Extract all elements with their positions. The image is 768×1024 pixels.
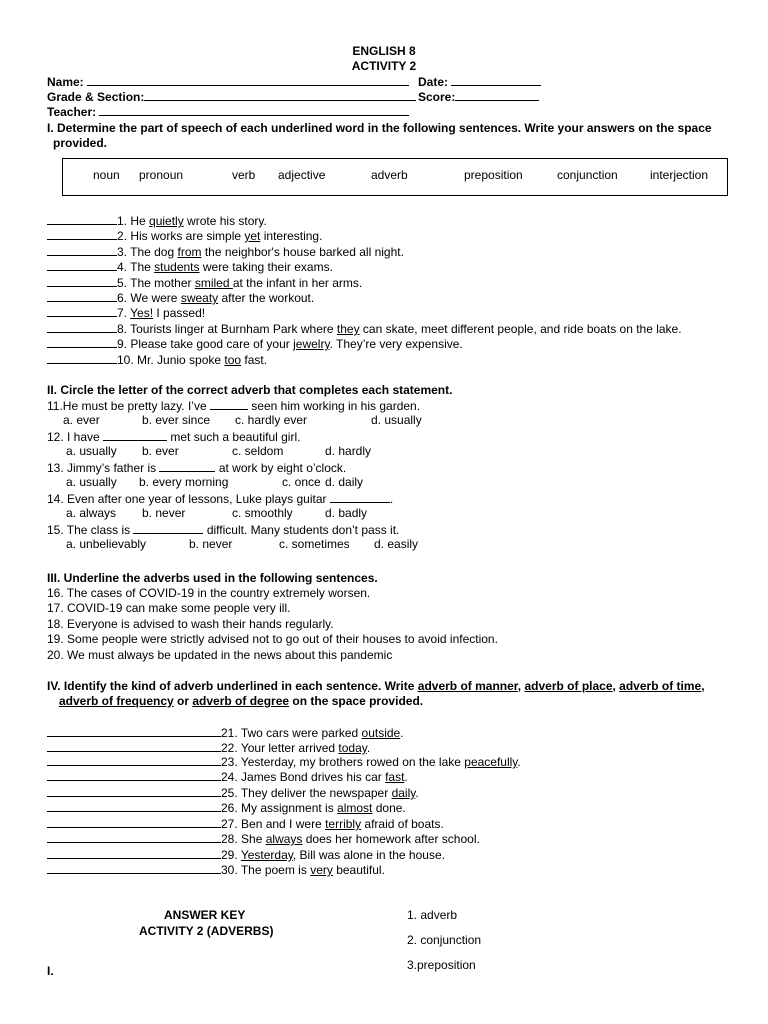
item-text: were taking their exams.	[199, 260, 333, 274]
answer-option[interactable]: b. ever since	[142, 413, 211, 427]
item-number: 25.	[221, 786, 241, 800]
answer-blank[interactable]	[47, 800, 221, 812]
item-text: My assignment is	[241, 801, 338, 815]
underlined-word: from	[177, 245, 202, 259]
stem-blank[interactable]	[103, 429, 167, 441]
answer-blank[interactable]	[47, 847, 221, 859]
question-stem	[47, 429, 300, 444]
stem-blank[interactable]	[210, 398, 248, 410]
item-text: Two cars were parked	[240, 726, 362, 740]
item-text: interesting.	[260, 229, 323, 243]
answer-item: 3.preposition	[407, 958, 476, 972]
word-bank-item: adverb	[371, 168, 408, 182]
item-text: He	[130, 214, 150, 228]
answer-option[interactable]: c. smoothly	[232, 506, 293, 520]
part4-item	[47, 816, 444, 831]
underlined-word: they	[336, 322, 360, 336]
part1-item	[47, 244, 404, 259]
item-number: 5.	[117, 276, 131, 290]
item-text: She	[241, 832, 266, 846]
item-text: The	[130, 260, 155, 274]
stem-text: at work by eight o’clock.	[215, 461, 347, 475]
part3-sentence: 16. The cases of COVID-19 in the country extremely worsen.	[47, 586, 371, 600]
answer-item: 2. conjunction	[407, 933, 482, 947]
answer-option[interactable]: d. easily	[374, 537, 419, 551]
kind-degree: adverb of degree	[192, 694, 290, 708]
item-number: 6.	[117, 291, 131, 305]
answer-option[interactable]: c. sometimes	[279, 537, 350, 551]
part1-item	[47, 275, 362, 290]
stem-text: 13. Jimmy’s father is	[47, 461, 160, 475]
item-text: .	[366, 741, 371, 755]
part3-sentence: 19. Some people were strictly advised not to go out of their houses to avoid infection.	[47, 632, 498, 646]
underlined-word: smiled	[194, 276, 233, 290]
word-bank-item: preposition	[464, 168, 523, 182]
score-label: Score:	[418, 90, 456, 104]
answer-blank[interactable]	[47, 259, 117, 271]
answer-blank[interactable]	[47, 321, 117, 333]
answer-option[interactable]: d. daily	[325, 475, 364, 489]
answer-blank[interactable]	[47, 228, 117, 240]
stem-text: difficult. Many students don’t pass it.	[203, 523, 400, 537]
part4-item	[47, 847, 445, 862]
grade-label: Grade & Section:	[47, 90, 145, 104]
kind-manner: adverb of manner	[417, 679, 518, 693]
part4-item	[47, 740, 370, 755]
grade-blank[interactable]	[144, 89, 416, 101]
name-label: Name:	[47, 75, 84, 89]
underlined-adverb: today	[338, 741, 367, 755]
answer-option[interactable]: a. unbelievably	[66, 537, 147, 551]
item-number: 4.	[117, 260, 131, 274]
stem-text: met such a beautiful girl.	[167, 430, 301, 444]
item-text: We were	[130, 291, 181, 305]
date-blank[interactable]	[451, 74, 541, 86]
item-text: The mother	[130, 276, 195, 290]
item-text: after the workout.	[218, 291, 315, 305]
answer-blank[interactable]	[47, 725, 221, 737]
item-text: can skate, meet different people, and ride boats on the lake.	[359, 322, 682, 336]
part3-sentence: 17. COVID-19 can make some people very ill.	[47, 601, 291, 615]
question-stem	[47, 522, 399, 537]
question-stem	[47, 491, 393, 506]
underlined-word: Yes!	[130, 306, 154, 320]
item-text: Your letter arrived	[240, 741, 339, 755]
item-text: .	[415, 786, 419, 800]
underlined-adverb: daily	[391, 786, 416, 800]
part1-instruction: I. Determine the part of speech of each underlined word in the following sentences. Write your answers on the space	[47, 121, 712, 135]
item-number: 2.	[117, 229, 131, 243]
item-number: 23.	[221, 755, 241, 769]
answer-key-title: ANSWER KEY	[164, 908, 246, 922]
stem-text: .	[389, 492, 394, 506]
item-number: 8.	[117, 322, 131, 336]
answer-item: 1. adverb	[407, 908, 458, 922]
underlined-adverb: outside	[361, 726, 401, 740]
answer-key-section: I.	[47, 964, 54, 978]
item-number: 22.	[221, 741, 241, 755]
item-text: beautiful.	[332, 863, 385, 877]
stem-text: 11.He must be pretty lazy. I’ve	[47, 399, 210, 413]
item-text: Please take good care of your	[130, 337, 294, 351]
item-text: Yesterday, my brothers rowed on the lake	[240, 755, 465, 769]
part4-item	[47, 862, 385, 877]
item-text: wrote his story.	[183, 214, 267, 228]
underlined-adverb: always	[265, 832, 303, 846]
stem-blank[interactable]	[133, 522, 203, 534]
teacher-blank[interactable]	[99, 104, 409, 116]
part4-item	[47, 785, 419, 800]
item-text: at the infant in her arms.	[232, 276, 363, 290]
date-row	[418, 74, 541, 89]
word-bank-item: interjection	[650, 168, 709, 182]
kind-place: adverb of place	[524, 679, 613, 693]
item-text: Tourists linger at Burnham Park where	[130, 322, 337, 336]
item-number: 7.	[117, 306, 131, 320]
date-label: Date:	[418, 75, 449, 89]
stem-text: 15. The class is	[47, 523, 134, 537]
item-number: 9.	[117, 337, 131, 351]
underlined-word: too	[224, 353, 242, 367]
answer-option[interactable]: c. seldom	[232, 444, 284, 458]
underlined-adverb: almost	[337, 801, 373, 815]
answer-blank[interactable]	[47, 244, 117, 256]
underlined-word: sweaty	[180, 291, 219, 305]
answer-option[interactable]: a. ever	[63, 413, 100, 427]
part4-instruction-cont: adverb of frequency or adverb of degree on the space provided.	[59, 694, 424, 708]
item-text: The poem is	[240, 863, 311, 877]
answer-blank[interactable]	[47, 290, 117, 302]
part1-item	[47, 290, 314, 305]
item-number: 29.	[221, 848, 241, 862]
item-text: James Bond drives his car	[241, 770, 386, 784]
word-bank-item: conjunction	[557, 168, 618, 182]
item-text: .	[404, 770, 408, 784]
answer-option[interactable]: d. usually	[371, 413, 422, 427]
answer-option[interactable]: d. badly	[325, 506, 368, 520]
item-text: .	[400, 726, 404, 740]
item-number: 27.	[221, 817, 242, 831]
part3-instruction: III. Underline the adverbs used in the following sentences.	[47, 571, 378, 585]
underlined-word: jewelry	[293, 337, 330, 351]
answer-option[interactable]: b. ever	[142, 444, 179, 458]
teacher-row	[47, 104, 409, 119]
answer-option[interactable]: d. hardly	[325, 444, 372, 458]
item-number: 24.	[221, 770, 242, 784]
part1-item	[47, 228, 322, 243]
answer-blank[interactable]	[47, 336, 117, 348]
answer-blank[interactable]	[47, 213, 117, 225]
part1-instruction-cont: provided.	[53, 136, 108, 150]
answer-blank[interactable]	[47, 305, 117, 317]
stem-text: 12. I have	[47, 430, 104, 444]
stem-text: seen him working in his garden.	[247, 399, 421, 413]
item-text: His works are simple	[130, 229, 245, 243]
answer-blank[interactable]	[47, 740, 221, 752]
item-text: fast.	[241, 353, 268, 367]
part4-instruction: IV. Identify the kind of adverb underlined in each sentence. Write adverb of manner, adverb of place, adverb of time,	[47, 679, 705, 693]
word-bank-item: verb	[232, 168, 256, 182]
answer-option[interactable]: c. once	[282, 475, 321, 489]
part1-item	[47, 213, 267, 228]
stem-blank[interactable]	[159, 460, 215, 472]
part4-item	[47, 831, 480, 846]
underlined-adverb: Yesterday	[240, 848, 293, 862]
kind-frequency: adverb of frequency	[59, 694, 174, 708]
part1-item	[47, 259, 333, 274]
teacher-label: Teacher:	[47, 105, 97, 119]
item-number: 3.	[117, 245, 131, 259]
word-bank-item: pronoun	[139, 168, 184, 182]
answer-key-subtitle: ACTIVITY 2 (ADVERBS)	[139, 924, 274, 938]
underlined-adverb: fast	[385, 770, 405, 784]
item-number: 1.	[117, 214, 131, 228]
score-row	[418, 89, 539, 104]
part1-item	[47, 352, 267, 367]
answer-option[interactable]: a. always	[66, 506, 117, 520]
item-text: I passed!	[153, 306, 206, 320]
stem-blank[interactable]	[330, 491, 390, 503]
answer-blank[interactable]	[47, 275, 117, 287]
answer-option[interactable]: a. usually	[66, 444, 117, 458]
subject-title: ENGLISH 8	[352, 44, 416, 58]
part4-item	[47, 800, 406, 815]
part3-sentence: 20. We must always be updated in the news about this pandemic	[47, 648, 393, 662]
part1-item	[47, 321, 682, 336]
question-stem	[47, 460, 346, 475]
part4-item	[47, 769, 408, 784]
answer-option[interactable]: c. hardly ever	[235, 413, 308, 427]
item-text: The dog	[130, 245, 178, 259]
part1-item	[47, 336, 463, 351]
score-blank[interactable]	[455, 89, 539, 101]
item-text: , Bill was alone in the house.	[292, 848, 445, 862]
word-bank-item: adjective	[278, 168, 326, 182]
answer-option[interactable]: b. never	[189, 537, 233, 551]
name-row	[47, 74, 409, 89]
part2-instruction: II. Circle the letter of the correct adverb that completes each statement.	[47, 383, 453, 397]
answer-blank[interactable]	[47, 352, 117, 364]
underlined-word: quietly	[149, 214, 184, 228]
item-number: 28.	[221, 832, 242, 846]
item-text: . They’re very expensive.	[329, 337, 463, 351]
item-number: 10.	[117, 353, 138, 367]
part4-item	[47, 725, 404, 740]
item-number: 26.	[221, 801, 242, 815]
item-text: They deliver the newspaper	[240, 786, 392, 800]
item-text: does her homework after school.	[302, 832, 480, 846]
part1-item	[47, 305, 205, 320]
item-text: .	[517, 755, 521, 769]
question-stem	[47, 398, 420, 413]
word-bank-box	[62, 158, 728, 196]
underlined-adverb: very	[310, 863, 333, 877]
grade-row	[47, 89, 416, 104]
item-text: the neighbor's house barked all night.	[201, 245, 404, 259]
underlined-adverb: terribly	[325, 817, 362, 831]
name-blank[interactable]	[87, 74, 409, 86]
answer-option[interactable]: b. every morning	[139, 475, 229, 489]
stem-text: 14. Even after one year of lessons, Luke plays guitar	[47, 492, 330, 506]
underlined-word: students	[154, 260, 200, 274]
kind-time: adverb of time	[619, 679, 702, 693]
item-text: Mr. Junio spoke	[137, 353, 225, 367]
answer-blank[interactable]	[47, 862, 221, 874]
item-text: afraid of boats.	[361, 817, 444, 831]
answer-option[interactable]: b. never	[142, 506, 186, 520]
answer-option[interactable]: a. usually	[66, 475, 117, 489]
activity-title: ACTIVITY 2	[351, 59, 417, 73]
item-text: done.	[372, 801, 406, 815]
answer-blank[interactable]	[47, 769, 221, 781]
item-text: Ben and I were	[241, 817, 326, 831]
answer-blank[interactable]	[47, 816, 221, 828]
underlined-word: yet	[244, 229, 261, 243]
part4-item	[47, 754, 521, 769]
underlined-adverb: peacefully	[464, 755, 518, 769]
item-number: 30.	[221, 863, 241, 877]
item-number: 21.	[221, 726, 241, 740]
answer-blank[interactable]	[47, 785, 221, 797]
word-bank-item: noun	[93, 168, 120, 182]
part3-sentence: 18. Everyone is advised to wash their hands regularly.	[47, 617, 334, 631]
answer-blank[interactable]	[47, 831, 221, 843]
answer-blank[interactable]	[47, 754, 221, 766]
